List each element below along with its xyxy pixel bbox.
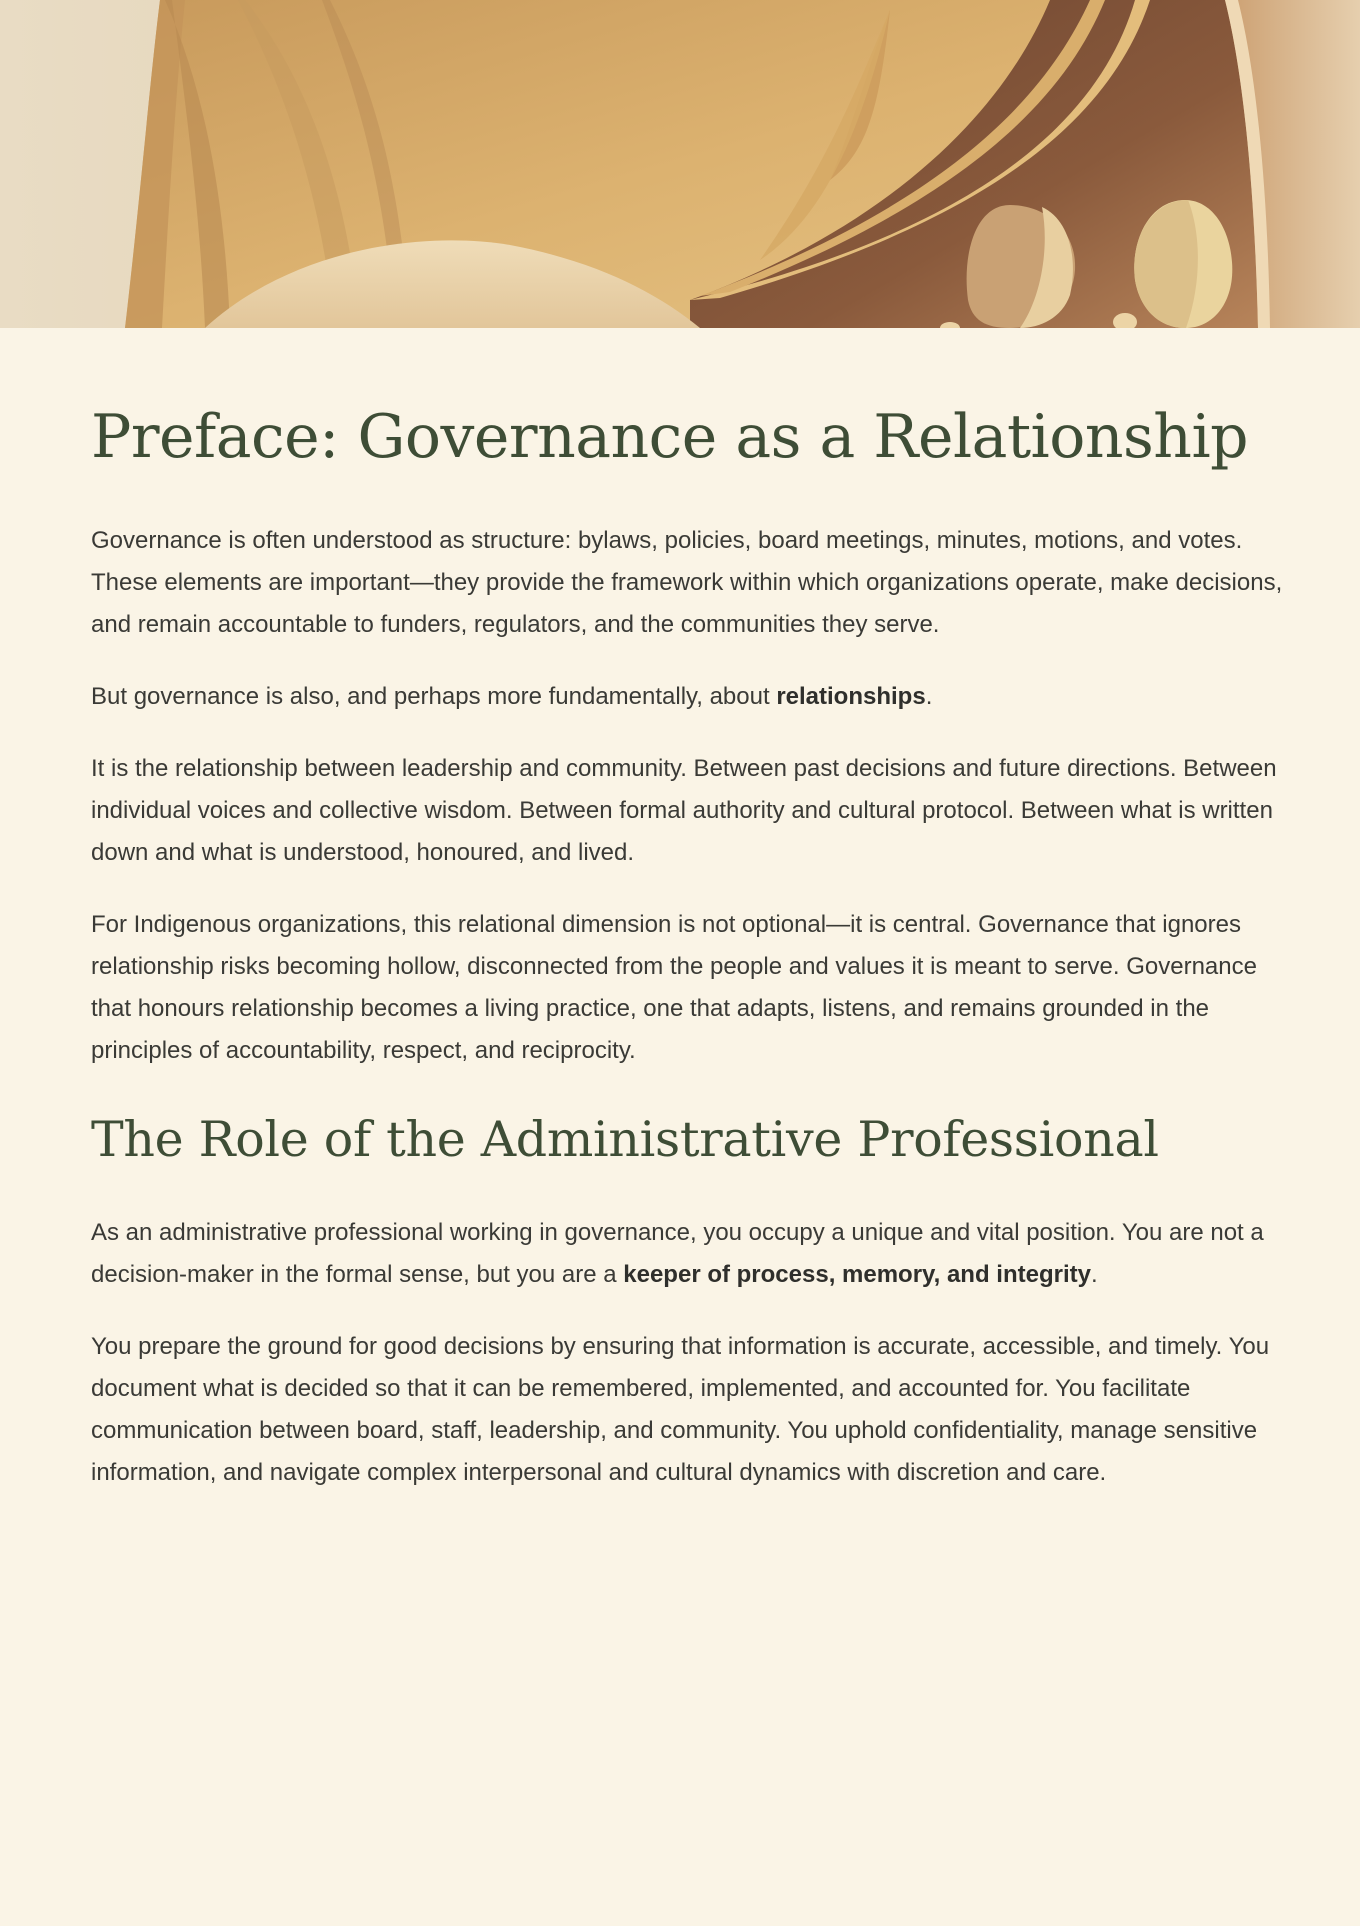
preface-paragraph-2-text: But governance is also, and perhaps more fundamentally, about <box>91 683 777 710</box>
preface-paragraph-2-end: . <box>925 683 933 710</box>
relationships-emphasis: relationships <box>776 683 926 710</box>
role-paragraph-2: You prepare the ground for good decisions by ensuring that information is accurate, accessible, and timely. You document what is decided so that it can be remembered, implemented, and accounted for. You facilitate communication between board, staff, leadership, and community. You uphold confidentiality, manage sensitive information, and navigate complex interpersonal and cultural dynamics with discretion and care. <box>91 1333 1270 1486</box>
hero-image <box>0 0 1360 328</box>
article-content <box>91 398 1291 1524</box>
role-section-title: The Role of the Administrative Professional <box>91 1111 1159 1168</box>
preface-title: Preface: Governance as a Relationship <box>91 402 1249 472</box>
preface-paragraph-2 <box>91 676 1291 718</box>
role-paragraph-1 <box>91 1212 1291 1296</box>
role-paragraph-1-end: . <box>1090 1261 1098 1288</box>
preface-paragraph-4: For Indigenous organizations, this relational dimension is not optional—it is central. Governance that ignores relationship risks becoming hollow, disconnected from the people and values it is meant to serve. Governance that honours relationship becomes a living practice, one that adapts, listens, and remains grounded in the principles of accountability, respect, and reciprocity. <box>91 911 1257 1064</box>
role-paragraph-1-text: As an administrative professional working in governance, you occupy a unique and vital position. You are not a decision-maker in the formal sense, but you are a <box>91 1219 1264 1288</box>
preface-paragraph-1: Governance is often understood as structure: bylaws, policies, board meetings, minutes, motions, and votes. These elements are important—they provide the framework within which organizations operate, make decisions, and remain accountable to funders, regulators, and the communities they serve. <box>91 527 1283 638</box>
preface-paragraph-3: It is the relationship between leadership and community. Between past decisions and future directions. Between individual voices and collective wisdom. Between formal authority and cultural protocol. Between what is written down and what is understood, honoured, and lived. <box>91 755 1277 866</box>
keeper-emphasis: keeper of process, memory, and integrity <box>623 1261 1091 1288</box>
paper-folds-illustration <box>0 0 1360 328</box>
